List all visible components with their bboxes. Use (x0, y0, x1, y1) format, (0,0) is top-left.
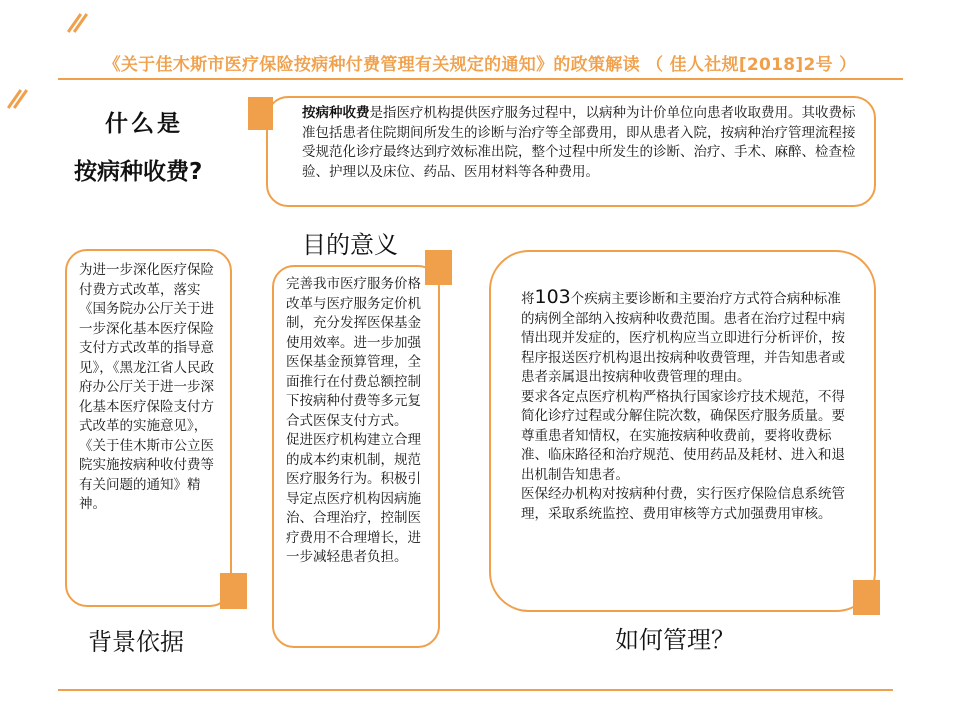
background-box (65, 249, 232, 607)
definition-box (266, 96, 876, 207)
what-is-label: 什么是 (105, 111, 183, 137)
purpose-corner-square (425, 250, 452, 285)
purpose-heading: 目的意义 (302, 231, 398, 259)
bottom-divider (58, 689, 893, 691)
definition-corner-square (248, 97, 273, 130)
purpose-box (272, 265, 440, 648)
purpose-para-2: 促进医疗机构建立合理的成本约束机制，规范医疗服务行为。积极引导定点医疗机构因病施治、合理治疗，控制医疗费用不合理增长，进一步减轻患者负担。 (286, 432, 421, 565)
purpose-para-1: 完善我市医疗服务价格改革与医疗服务定价机制，充分发挥医保基金使用效率。进一步加强医保基金预算管理，全面推行在付费总额控制下按病种付费等多元复合式医保支付方式。 (286, 276, 421, 429)
what-is-question: 按病种收费? (74, 159, 203, 185)
management-para-1 (521, 288, 852, 388)
management-para-1-body: 个疾病主要诊断和主要治疗方式符合病种标准的病例全部纳入按病种收费范围。患者在治疗过程中病情出现并发症的，医疗机构应当立即进行分析评价，按程序报送医疗机构退出按病种收费管理，并告知患者或患者亲属退出按病种收费管理的理由。 (521, 291, 845, 385)
disease-count: 103 (534, 286, 571, 308)
management-heading: 如何管理？ (615, 626, 735, 654)
management-para-1-pre: 将 (521, 291, 535, 307)
background-heading: 背景依据 (88, 628, 184, 656)
management-corner-square (853, 580, 880, 615)
management-box (489, 250, 876, 612)
definition-text (302, 104, 860, 182)
page-title: 《关于佳木斯市医疗保险按病种付费管理有关规定的通知》的政策解读 （ 佳人社规[2018]2号 ） (103, 55, 857, 75)
background-text: 为进一步深化医疗保险付费方式改革，落实《国务院办公厅关于进一步深化基本医疗保险支付方式改革的指导意见》，《黑龙江省人民政府办公厅关于进一步深化基本医疗保险支付方式改革的实施意见》，《关于佳木斯市公立医院实施按病种收付费等有关问题的通知》精神。 (79, 262, 214, 512)
definition-body: 是指医疗机构提供医疗服务过程中，以病种为计价单位向患者收取费用。其收费标准包括患者住院期间所发生的诊断与治疗等全部费用，即从患者入院，按病种治疗管理流程接受规范化诊疗最终达到疗效标准出院，整个过程中所发生的诊断、治疗、手术、麻醉、检查检验、护理以及床位、药品、医用材料等各种费用。 (302, 105, 856, 180)
management-para-3: 医保经办机构对按病种付费，实行医疗保险信息系统管理，采取系统监控、费用审核等方式加强费用审核。 (521, 486, 845, 522)
definition-term: 按病种收费 (302, 105, 370, 121)
title-divider (58, 78, 903, 80)
management-para-2: 要求各定点医疗机构严格执行国家诊疗技术规范，不得简化诊疗过程或分解住院次数，确保医疗服务质量。要尊重患者知情权，在实施按病种收费前，要将收费标准、临床路径和治疗规范、使用药品及耗材、进入和退出机制告知患者。 (521, 388, 845, 483)
background-corner-square (220, 573, 247, 609)
